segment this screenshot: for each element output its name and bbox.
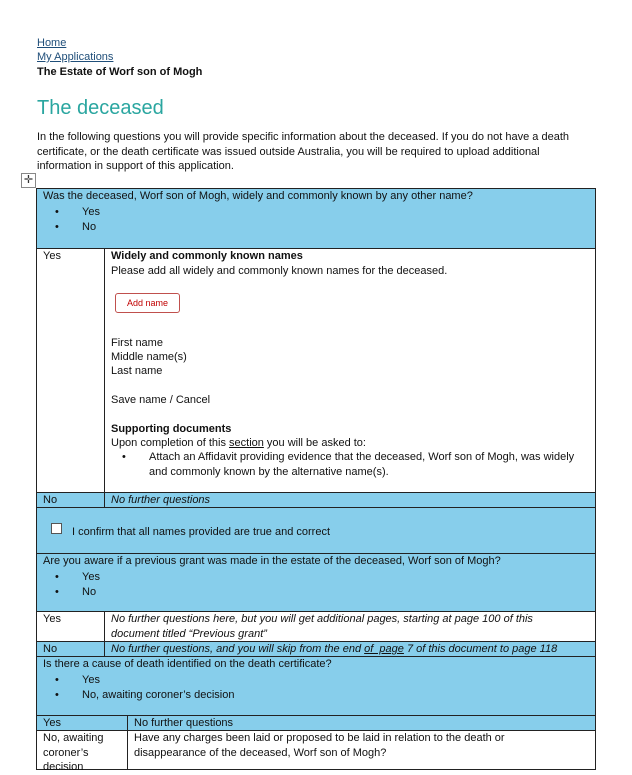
q2-yes-label: Yes <box>43 613 61 625</box>
q1-no-text: No further questions <box>111 494 211 506</box>
confirm-text: I confirm that all names provided are true and correct <box>72 526 331 538</box>
confirm-checkbox[interactable] <box>51 523 62 534</box>
q2-yes-text: No further questions here, but you will get additional pages, starting at page 100 of this document titled “Previous grant” <box>111 613 533 640</box>
q1-yes-label: Yes <box>43 250 61 262</box>
page-title: The deceased <box>37 97 164 119</box>
q2-question: Are you aware if a previous grant was made in the estate of the deceased, Worf son of Mogh? <box>43 555 501 567</box>
supporting-documents-list <box>104 450 594 479</box>
q1-no-label: No <box>43 494 58 506</box>
q3-no-label: No, awaiting coroner’s decision <box>43 732 104 773</box>
intro-text: In the following questions you will provide specific information about the deceased. If you do not have a death certificate, or the death certificate was issued outside Australia, you will be required to upload additional information in support of this application. <box>37 131 570 172</box>
column-divider <box>104 492 105 508</box>
q2-options <box>37 570 337 600</box>
section-link[interactable]: section <box>229 437 264 449</box>
q3-yes-row <box>36 715 596 731</box>
save-cancel-actions[interactable]: Save name / Cancel <box>111 394 211 406</box>
q3-option-yes[interactable]: • Yes <box>37 673 337 688</box>
table-move-handle-icon[interactable]: ✛ <box>21 173 36 188</box>
supporting-documents-heading: Supporting documents <box>111 423 232 435</box>
breadcrumb-home[interactable]: Home <box>37 37 67 49</box>
known-names-heading: Widely and commonly known names <box>111 250 303 262</box>
breadcrumb-current: The Estate of Worf son of Mogh <box>37 66 203 78</box>
q3-yes-label: Yes <box>43 717 61 729</box>
q1-question: Was the deceased, Worf son of Mogh, widely and commonly known by any other name? <box>43 190 473 202</box>
add-name-button[interactable]: Add name <box>115 293 180 313</box>
page-link[interactable]: of page <box>364 643 404 655</box>
first-name-field[interactable]: First name <box>111 337 163 349</box>
q1-options <box>37 205 337 235</box>
q3-option-no[interactable]: • No, awaiting coroner’s decision <box>37 688 337 703</box>
q2-no-label: No <box>43 643 58 655</box>
q3-no-text: Have any charges been laid or proposed to be laid in relation to the death or disappearance of the deceased, Worf son of Mogh? <box>134 732 505 759</box>
breadcrumb-my-applications[interactable]: My Applications <box>37 51 114 63</box>
q2-option-no[interactable]: • No <box>37 585 337 600</box>
known-names-instruction: Please add all widely and commonly known names for the deceased. <box>111 265 448 277</box>
affidavit-item: • Attach an Affidavit providing evidence that the deceased, Worf son of Mogh, was widely and commonly known by the alternative name(s). <box>104 450 594 479</box>
column-divider <box>127 715 128 731</box>
column-divider <box>104 641 105 657</box>
column-divider <box>127 730 128 770</box>
last-name-field[interactable]: Last name <box>111 365 163 377</box>
supporting-documents-text: Upon completion of this section you will be asked to: <box>111 437 366 449</box>
q2-no-text: No further questions, and you will skip from the end of page 7 of this document to page 118 <box>111 643 558 655</box>
column-divider <box>104 611 105 642</box>
q3-yes-text: No further questions <box>134 717 234 729</box>
q3-question: Is there a cause of death identified on the death certificate? <box>43 658 332 670</box>
q3-options <box>37 673 337 703</box>
middle-name-field[interactable]: Middle name(s) <box>111 351 187 363</box>
q2-option-yes[interactable]: • Yes <box>37 570 337 585</box>
q1-option-no[interactable]: • No <box>37 220 337 235</box>
q1-option-yes[interactable]: • Yes <box>37 205 337 220</box>
